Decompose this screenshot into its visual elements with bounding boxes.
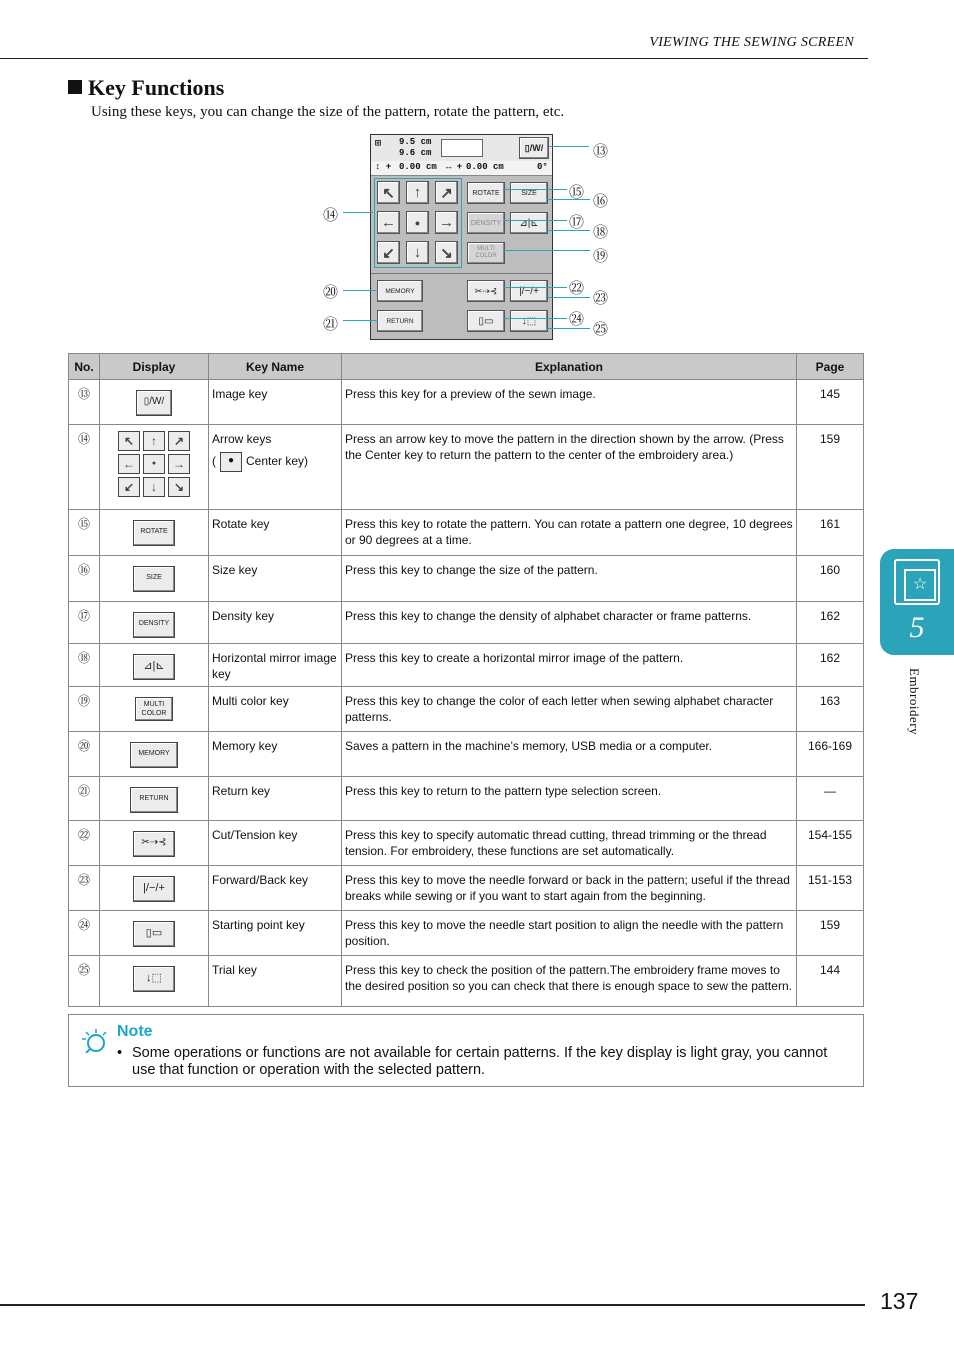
screen-memory-key: MEMORY [377, 280, 423, 302]
position-y: 0.00 cm [466, 162, 504, 172]
screen-arrow-down-right: ↘ [435, 241, 458, 264]
callout-21: ㉑ [323, 315, 339, 333]
chapter-tab [880, 549, 954, 655]
table-row: ⑭ ↖ ↑ ↗ ← ● → ↙ ↓ ↘ Arrow keys ( ● Center key) Press an arrow key to move the pattern in the direction shown by the arrow. (Press the Center key to return the pattern to the center of the embroidery area.) 159 [69, 425, 864, 510]
screen-image-key: ▯/W/ [519, 137, 549, 159]
note-title: Note [117, 1023, 153, 1040]
section-title [68, 75, 224, 101]
size-height: 9.6 cm [399, 148, 432, 158]
table-row: ㉓ |/−/+ Forward/Back key Press this key to move the needle forward or back in the pattern; useful if the thread breaks while sewing or if you want to start again from the beginning. 151-153 [69, 866, 864, 911]
table-row: ⑳ MEMORY Memory key Saves a pattern in the machine’s memory, USB media or a computer. 166-169 [69, 732, 864, 777]
screen-return-key: RETURN [377, 310, 423, 332]
return-key-icon: RETURN [130, 787, 178, 813]
callout-15: ⑮ [569, 183, 585, 201]
col-display: Display [100, 354, 209, 380]
frame-icon [441, 139, 483, 157]
section-title-text: Key Functions [88, 75, 225, 100]
callout-17: ⑰ [569, 213, 585, 231]
callout-line-22 [503, 287, 567, 288]
table-row: ⑱ ⊿|⊾ Horizontal mirror image key Press this key to create a horizontal mirror image of the pattern. 162 [69, 644, 864, 687]
section-intro: Using these keys, you can change the size of the pattern, rotate the pattern, etc. [91, 104, 565, 120]
screen-center-key: ● [406, 211, 429, 234]
screen-arrow-up: ↑ [406, 181, 429, 204]
screen-arrow-up-right: ↗ [435, 181, 458, 204]
size-icon: ⊞ [375, 139, 382, 150]
table-header-row [69, 354, 864, 380]
screen-rotate-key: ROTATE [467, 182, 505, 204]
running-title: VIEWING THE SEWING SCREEN [649, 35, 854, 50]
callout-16: ⑯ [593, 192, 609, 210]
image-key-icon: ▯/W/ [136, 390, 172, 416]
starting-point-key-icon: ▯▭ [133, 921, 175, 947]
density-key-icon: DENSITY [133, 612, 175, 638]
arrow-keys-icon: ↖ ↑ ↗ ← ● → ↙ ↓ ↘ [118, 431, 190, 497]
angle-value: 0° [537, 162, 548, 172]
screen-mirror-key: ⊿|⊾ [510, 212, 548, 234]
note-text: • Some operations or functions are not available for certain patterns. If the key display is light gray, you cannot use that function or operation with the selected pattern. [117, 1045, 828, 1078]
screen-position-bar: ↕ + 0.00 cm ↔ + 0.00 cm 0° [371, 161, 552, 176]
center-key-icon: ● [220, 452, 242, 472]
screen-forward-back-key: |/−/+ [510, 280, 548, 302]
callout-line-23 [546, 297, 590, 298]
table-row: ⑯ SIZE Size key Press this key to change the size of the pattern. 160 [69, 556, 864, 602]
callout-line-25 [546, 328, 590, 329]
trial-key-icon: ↓⬚ [133, 966, 175, 992]
rotate-key-icon: ROTATE [133, 520, 175, 546]
screen-arrow-down-left: ↙ [377, 241, 400, 264]
key-functions-table [68, 353, 864, 1007]
screen-arrow-down: ↓ [406, 241, 429, 264]
chapter-label: Embroidery [907, 668, 922, 736]
bullet-square-icon [68, 80, 82, 94]
callout-20: ⑳ [323, 283, 339, 301]
callout-14: ⑭ [323, 206, 339, 224]
callout-line-13 [549, 146, 589, 147]
note-bulb-icon [81, 1027, 107, 1053]
callout-22: ㉒ [569, 279, 585, 297]
forward-back-key-icon: |/−/+ [133, 876, 175, 902]
cut-tension-key-icon: ✂⇢⊰ [133, 831, 175, 857]
col-page: Page [797, 354, 864, 380]
callout-line-15 [503, 189, 567, 190]
callout-line-16 [546, 199, 590, 200]
callout-13: ⑬ [593, 142, 609, 160]
callout-line-18 [546, 230, 590, 231]
callout-19: ⑲ [593, 247, 609, 265]
table-row: ⑲ MULTI COLOR Multi color key Press this key to change the color of each letter when sewing alphabet character patterns. 163 [69, 687, 864, 732]
col-explanation: Explanation [342, 354, 797, 380]
page-number: 137 [880, 1288, 919, 1314]
table-row: ㉑ RETURN Return key Press this key to return to the pattern type selection screen. — [69, 777, 864, 821]
callout-24: ㉔ [569, 310, 585, 328]
multi-color-key-icon: MULTI COLOR [135, 697, 173, 721]
screen-size-bar [371, 135, 552, 162]
size-key-icon: SIZE [133, 566, 175, 592]
arrow-keys-highlight [374, 178, 462, 268]
table-row: ⑮ ROTATE Rotate key Press this key to rotate the pattern. You can rotate a pattern one degree, 10 degrees or 90 degrees at a time. 161 [69, 510, 864, 556]
position-x: 0.00 cm [399, 162, 437, 172]
screen-cut-tension-key: ✂⇢⊰ [467, 280, 505, 302]
callout-line-20 [343, 290, 378, 291]
table-row: ㉕ ↓⬚ Trial key Press this key to check the position of the pattern.The embroidery frame moves to the desired position so you can check that there is enough space to sew the pattern. 144 [69, 956, 864, 1007]
table-row: ⑬ ▯/W/ Image key Press this key for a preview of the sewn image. 145 [69, 380, 864, 425]
mirror-key-icon: ⊿|⊾ [133, 654, 175, 680]
callout-18: ⑱ [593, 223, 609, 241]
callout-23: ㉓ [593, 289, 609, 307]
callout-line-19 [503, 250, 590, 251]
screen-multicolor-key: MULTI COLOR [467, 242, 505, 264]
note-box [68, 1014, 864, 1087]
callout-25: ㉕ [593, 320, 609, 338]
table-row: ㉒ ✂⇢⊰ Cut/Tension key Press this key to specify automatic thread cutting, thread trimming or the thread tension. For embroidery, these functions are set automatically. 154-155 [69, 821, 864, 866]
size-width: 9.5 cm [399, 137, 432, 147]
table-row: ㉔ ▯▭ Starting point key Press this key to move the needle start position to align the needle with the pattern position. 159 [69, 911, 864, 956]
running-header [0, 30, 868, 59]
embroidery-icon: ☆ [894, 559, 940, 605]
screen-arrow-up-left: ↖ [377, 181, 400, 204]
footer-rule [0, 1304, 865, 1306]
callout-line-21 [343, 320, 378, 321]
table-row: ⑰ DENSITY Density key Press this key to change the density of alphabet character or frame patterns. 162 [69, 602, 864, 644]
screen-trial-key: ↓⬚ [510, 310, 548, 332]
callout-line-24 [503, 318, 567, 319]
col-no: No. [69, 354, 100, 380]
callout-line-17 [503, 220, 567, 221]
col-key-name: Key Name [209, 354, 342, 380]
screen-arrow-right: → [435, 211, 458, 234]
screen-density-key: DENSITY [467, 212, 505, 234]
chapter-number: 5 [909, 611, 925, 644]
sewing-screen-figure [370, 134, 553, 340]
screen-starting-point-key: ▯▭ [467, 310, 505, 332]
screen-size-key: SIZE [510, 182, 548, 204]
memory-key-icon: MEMORY [130, 742, 178, 768]
screen-arrow-left: ← [377, 211, 400, 234]
callout-line-14 [343, 212, 373, 213]
